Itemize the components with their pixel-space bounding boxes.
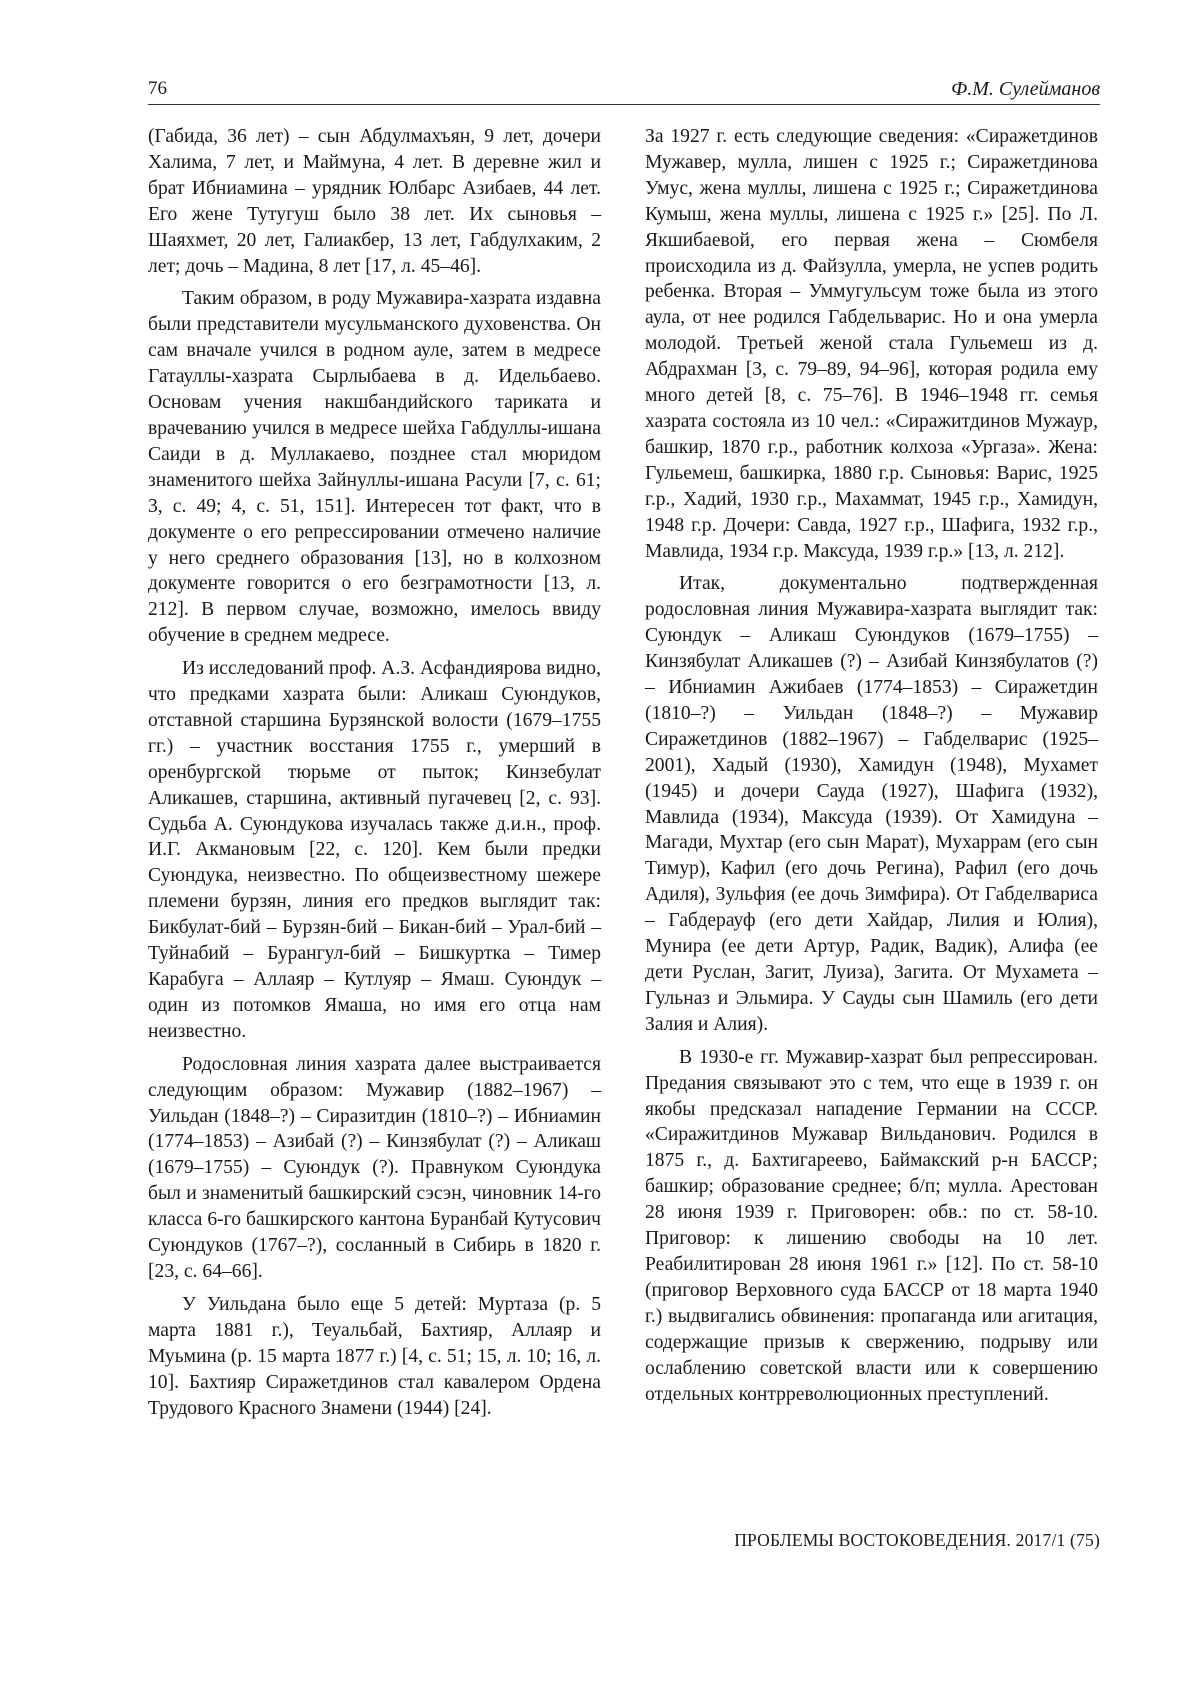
- paragraph: (Габида, 36 лет) – сын Абдулмахъян, 9 лет, дочери Халима, 7 лет, и Маймуна, 4 лет. В деревне жил и брат Ибниамина – урядник Юлбарс Азибаев, 44 лет. Его жене Тутугуш было 38 лет. Их сыновья – Шаяхмет, 20 лет, Галиакбер, 13 лет, Габдулхаким, 2 лет; дочь – Мадина, 8 лет [17, л. 45–46].: [148, 126, 601, 277]
- page-number: 76: [148, 78, 167, 99]
- left-column: [148, 124, 601, 1421]
- paragraph: У Уильдана было еще 5 детей: Муртаза (р. 5 марта 1881 г.), Теуальбай, Бахтияр, Аллаяр и Муьмина (р. 15 марта 1877 г.) [4, с. 51; 15, л. 10; 16, л. 10]. Бахтияр Сиражетдинов стал кавалером Ордена Трудового Красного Знамени (1944) [24].: [148, 1293, 601, 1419]
- paragraph: За 1927 г. есть следующие сведения: «Сиражетдинов Мужавер, мулла, лишен с 1925 г.; Сиражетдинова Умус, жена муллы, лишена с 1925 г.; Сиражетдинова Кумыш, жена муллы, лишена с 1925 г.» [25]. По Л. Якшибаевой, его первая жена – Сюмбеля происходила из д. Файзулла, умерла, не успев родить ребенка. Вторая – Уммугульсум тоже была из этого аула, от нее родился Габдельварис. Но и она умерла молодой. Третьей женой стала Гульемеш из д. Абдрахман [3, с. 79–89, 94–96], которая родила ему много детей [8, с. 75–76]. В 1946–1948 гг. семья хазрата состояла из 10 чел.: «Сиражитдинов Мужаур, башкир, 1870 г.р., работник колхоза «Ургаза». Жена: Гульемеш, башкирка, 1880 г.р. Сыновья: Варис, 1925 г.р., Хадий, 1930 г.р., Махаммат, 1945 г.р., Хамидун, 1948 г.р. Дочери: Савда, 1927 г.р., Шафига, 1932 г.р., Мавлида, 1934 г.р. Максуда, 1939 г.р.» [13, л. 212].: [645, 126, 1098, 562]
- running-author: Ф.М. Сулейманов: [951, 78, 1100, 100]
- journal-footer: ПРОБЛЕМЫ ВОСТОКОВЕДЕНИЯ. 2017/1 (75): [734, 1530, 1100, 1550]
- paragraph: В 1930-е гг. Мужавир-хазрат был репрессирован. Предания связывают это с тем, что еще в 1939 г. он якобы предсказал нападение Германии на СССР. «Сиражитдинов Мужавар Вильданович. Родился в 1875 г., д. Бахтигареево, Баймакский р-н БАССР; башкир; образование среднее; б/п; мулла. Арестован 28 июня 1939 г. Приговорен: обв.: по ст. 58-10. Приговор: к лишению свободы на 10 лет. Реабилитирован 28 июня 1961 г.» [12]. По ст. 58-10 (приговор Верховного суда БАССР от 18 марта 1940 г.) выдвигались обвинения: пропаганда или агитация, содержащие призыв к свержению, подрыву или ослаблению советской власти или к совершению отдельных контрреволюционных преступлений.: [645, 1046, 1098, 1405]
- running-header: [148, 76, 1100, 105]
- paragraph: Таким образом, в роду Мужавира-хазрата издавна были представители мусульманского духовенства. Он сам вначале учился в родном ауле, затем в медресе Гатауллы-хазрата Сырлыбаева в д. Идельбаево. Основам учения накшбандийского тариката и врачеванию учился в медресе шейха Габдуллы-ишана Саиди в д. Муллакаево, позднее стал мюридом знаменитого шейха Зайнуллы-ишана Расули [7, с. 61; 3, с. 49; 4, с. 51, 151]. Интересен тот факт, что в документе о его репрессировании отмечено наличие у него среднего образования [13], но в колхозном документе говорится о его безграмотности [13, л. 212]. В первом случае, возможно, имелось ввиду обучение в среднем медресе.: [148, 288, 601, 647]
- paragraph: Родословная линия хазрата далее выстраивается следующим образом: Мужавир (1882–1967) – Уильдан (1848–?) – Сиразитдин (1810–?) – Ибниамин (1774–1853) – Азибай (?) – Кинзябулат (?) – Аликаш (1679–1755) – Суюндук (?). Правнуком Суюндука был и знаменитый башкирский сэсэн, чиновник 14-го класса 6-го башкирского кантона Буранбай Кутусович Суюндуков (1767–?), сосланный в Сибирь в 1820 г. [23, с. 64–66].: [148, 1053, 601, 1282]
- right-column: [645, 124, 1098, 1407]
- paragraph: Из исследований проф. А.З. Асфандиярова видно, что предками хазрата были: Аликаш Суюндуков, отставной старшина Бурзянской волости (1679–1755 гг.) – участник восстания 1755 г., умерший в оренбургской тюрьме от пыток; Кинзебулат Аликашев, старшина, активный пугачевец [2, с. 93]. Судьба А. Суюндукова изучалась также д.и.н., проф. И.Г. Акмановым [22, с. 120]. Кем были предки Суюндука, неизвестно. По общеизвестному шежере племени бурзян, линия его предков выглядит так: Бикбулат-бий – Бурзян-бий – Бикан-бий – Урал-бий – Туйнабий – Бурангул-бий – Бишкуртка – Тимер Карабуга – Аллаяр – Кутлуяр – Ямаш. Суюндук – один из потомков Ямаша, но имя его отца нам неизвестно.: [148, 658, 601, 1042]
- paragraph: Итак, документально подтвержденная родословная линия Мужавира-хазрата выглядит так: Суюндук – Аликаш Суюндуков (1679–1755) – Кинзябулат Аликашев (?) – Азибай Кинзябулатов (?) – Ибниамин Ажибаев (1774–1853) – Сиражетдин (1810–?) – Уильдан (1848–?) – Мужавир Сиражетдинов (1882–1967) – Габделварис (1925–2001), Хадый (1930), Хамидун (1948), Мухамет (1945) и дочери Сауда (1927), Шафига (1932), Мавлида (1934), Максуда (1939). От Хамидуна – Магади, Мухтар (его сын Марат), Мухаррам (его сын Тимур), Кафил (его дочь Регина), Рафил (его дочь Адиля), Зульфия (ее дочь Зимфира). От Габделвариса – Габдерауф (его дети Хайдар, Лилия и Юлия), Мунира (ее дети Артур, Радик, Вадик), Алифа (ее дети Руслан, Загит, Луиза), Загита. От Мухамета – Гульназ и Эльмира. У Сауды сын Шамиль (его дети Залия и Алия).: [645, 573, 1098, 1035]
